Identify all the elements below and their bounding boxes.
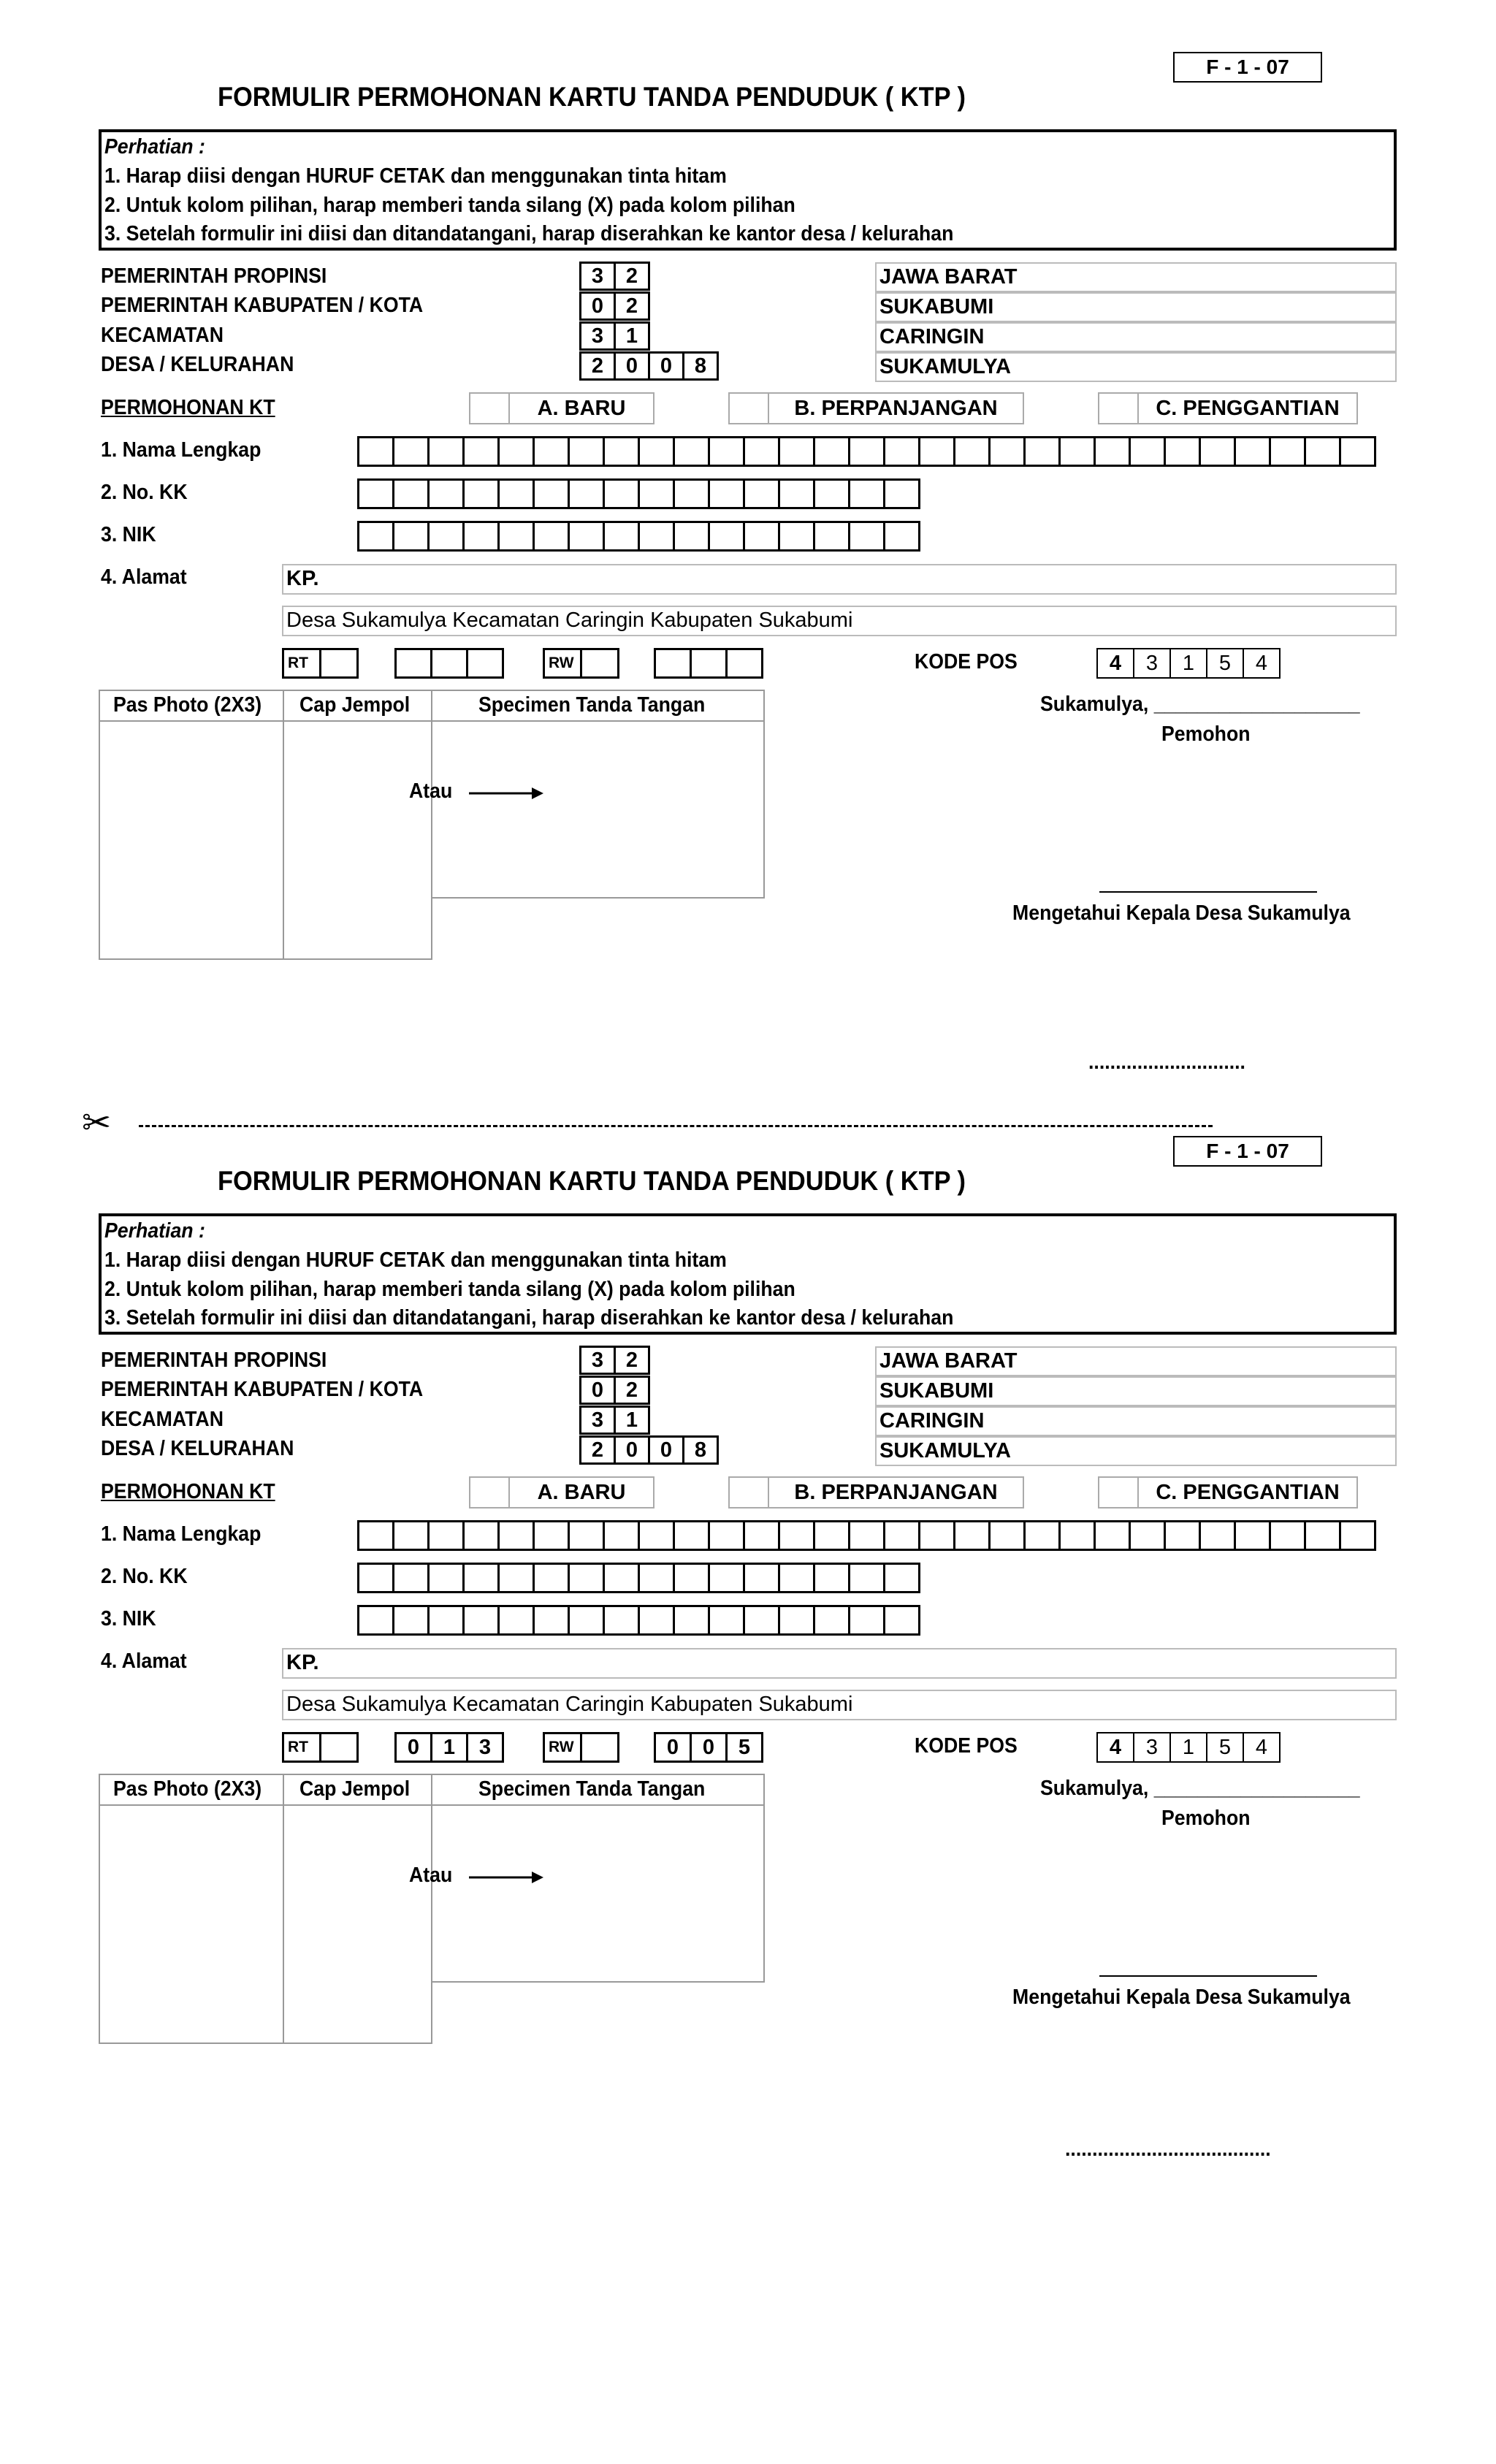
permohonan-label: PERMOHONAN KT — [101, 396, 275, 419]
char-cell[interactable] — [533, 1563, 570, 1593]
char-cell[interactable] — [778, 1563, 815, 1593]
kk-grid[interactable] — [357, 1563, 920, 1593]
value-kecamatan: CARINGIN — [875, 1406, 1397, 1436]
rt-label: RT — [282, 648, 321, 679]
field-label-nama: 1. Nama Lengkap — [101, 438, 262, 462]
char-cell[interactable] — [883, 1520, 920, 1551]
kode-pos-digit: 3 — [1133, 648, 1171, 679]
pemohon-label: Pemohon — [1161, 1807, 1251, 1830]
char-cell[interactable] — [568, 521, 605, 552]
rt-digit[interactable]: 3 — [466, 1732, 504, 1763]
permohonan-label: PERMOHONAN KT — [101, 1480, 275, 1503]
char-cell[interactable] — [953, 436, 991, 467]
option-checkbox[interactable] — [1099, 394, 1139, 423]
char-cell[interactable] — [462, 436, 500, 467]
table-border — [763, 690, 765, 899]
nama-grid[interactable] — [357, 1520, 1376, 1551]
char-cell[interactable] — [883, 1605, 920, 1636]
place-date: Sukamulya, ___________________ — [1040, 1777, 1360, 1800]
notice-line-2: 2. Untuk kolom pilihan, harap memberi tanda silang (X) pada kolom pilihan — [104, 194, 795, 217]
kode-pos-digit: 1 — [1169, 1732, 1207, 1763]
char-cell[interactable] — [497, 436, 535, 467]
scissors-icon: ✂ — [82, 1104, 112, 1143]
kode-pos-digit: 4 — [1243, 1732, 1281, 1763]
char-cell[interactable] — [603, 478, 640, 509]
char-cell[interactable] — [778, 521, 815, 552]
alamat-line-2[interactable]: Desa Sukamulya Kecamatan Caringin Kabupaten Sukabumi — [282, 1690, 1397, 1720]
code-digit: 3 — [579, 1405, 616, 1435]
char-cell[interactable] — [1339, 1520, 1376, 1551]
value-kecamatan: CARINGIN — [875, 322, 1397, 352]
code-digit: 1 — [614, 321, 650, 351]
nik-grid[interactable] — [357, 521, 920, 552]
table-border — [431, 1774, 432, 2044]
option-checkbox[interactable] — [730, 394, 769, 423]
char-cell[interactable] — [1164, 436, 1201, 467]
char-cell[interactable] — [638, 1563, 675, 1593]
char-cell[interactable] — [533, 436, 570, 467]
char-cell[interactable] — [357, 1605, 394, 1636]
option-perpanjangan[interactable] — [728, 392, 1024, 424]
rt-digit[interactable] — [466, 648, 504, 679]
rt-digit[interactable] — [394, 648, 432, 679]
char-cell[interactable] — [603, 1605, 640, 1636]
code-digit: 2 — [614, 1346, 650, 1375]
char-cell[interactable] — [392, 478, 430, 509]
char-cell[interactable] — [1304, 436, 1341, 467]
char-cell[interactable] — [1023, 1520, 1061, 1551]
option-perpanjangan[interactable] — [728, 1476, 1024, 1508]
char-cell[interactable] — [848, 1563, 885, 1593]
char-cell[interactable] — [533, 1520, 570, 1551]
char-cell[interactable] — [778, 1605, 815, 1636]
char-cell[interactable] — [848, 436, 885, 467]
rw-digit[interactable] — [725, 648, 763, 679]
kode-pos-boxes — [1096, 1732, 1281, 1763]
char-cell[interactable] — [673, 1520, 710, 1551]
head-sign-line — [1099, 891, 1317, 893]
kode-pos-digit: 4 — [1243, 648, 1281, 679]
rw-label: RW — [543, 648, 582, 679]
char-cell[interactable] — [813, 436, 850, 467]
char-cell[interactable] — [918, 436, 955, 467]
code-digit: 0 — [579, 291, 616, 321]
char-cell[interactable] — [1058, 436, 1096, 467]
kode-pos-digit: 4 — [1096, 648, 1134, 679]
alamat-line-1[interactable]: KP. — [282, 564, 1397, 595]
signature-dots: ...................................... — [1065, 2137, 1271, 2161]
char-cell[interactable] — [427, 521, 465, 552]
option-checkbox[interactable] — [1099, 1478, 1139, 1507]
rt-label-box — [282, 648, 359, 679]
char-cell[interactable] — [1164, 1520, 1201, 1551]
char-cell[interactable] — [462, 1520, 500, 1551]
option-label: C. PENGGANTIAN — [1156, 397, 1340, 420]
char-cell[interactable] — [988, 1520, 1026, 1551]
char-cell[interactable] — [568, 478, 605, 509]
char-cell[interactable] — [1234, 436, 1271, 467]
table-border — [99, 1774, 100, 2044]
char-cell[interactable] — [357, 521, 394, 552]
notice-line-3: 3. Setelah formulir ini diisi dan ditandatangani, harap diserahkan ke kantor desa / kelurahan — [104, 222, 954, 245]
option-label: A. BARU — [537, 397, 626, 420]
char-cell[interactable] — [568, 1520, 605, 1551]
char-cell[interactable] — [497, 521, 535, 552]
code-desa — [579, 1435, 719, 1465]
option-checkbox[interactable] — [470, 1478, 510, 1507]
char-cell[interactable] — [427, 1520, 465, 1551]
char-cell[interactable] — [673, 478, 710, 509]
value-kabupaten: SUKABUMI — [875, 292, 1397, 322]
form-code: F - 1 - 07 — [1173, 1136, 1322, 1167]
rw-digits[interactable] — [654, 648, 763, 679]
char-cell[interactable] — [743, 1563, 780, 1593]
kode-pos-label: KODE POS — [915, 650, 1018, 674]
option-baru[interactable] — [469, 392, 654, 424]
char-cell[interactable] — [673, 1563, 710, 1593]
photo-table — [99, 690, 765, 960]
code-digit: 3 — [579, 262, 616, 291]
table-border — [283, 690, 284, 960]
char-cell[interactable] — [708, 478, 745, 509]
char-cell[interactable] — [848, 478, 885, 509]
char-cell[interactable] — [638, 1605, 675, 1636]
char-cell[interactable] — [813, 521, 850, 552]
char-cell[interactable] — [603, 436, 640, 467]
char-cell[interactable] — [497, 1605, 535, 1636]
rw-extra-box — [580, 1732, 619, 1763]
char-cell[interactable] — [848, 1605, 885, 1636]
char-cell[interactable] — [673, 1605, 710, 1636]
arrow-right-icon — [468, 785, 548, 802]
notice-box — [99, 129, 1397, 251]
code-desa — [579, 351, 719, 381]
rw-label-box — [543, 1732, 619, 1763]
char-cell[interactable] — [1199, 436, 1236, 467]
rw-digit[interactable] — [654, 648, 692, 679]
specimen-header: Specimen Tanda Tangan — [478, 693, 706, 717]
rt-extra-box — [319, 648, 359, 679]
char-cell[interactable] — [497, 1563, 535, 1593]
char-cell[interactable] — [427, 1605, 465, 1636]
option-checkbox[interactable] — [470, 394, 510, 423]
char-cell[interactable] — [357, 1520, 394, 1551]
kk-grid[interactable] — [357, 478, 920, 509]
char-cell[interactable] — [708, 521, 745, 552]
char-cell[interactable] — [427, 1563, 465, 1593]
char-cell[interactable] — [603, 521, 640, 552]
table-border — [431, 897, 765, 899]
notice-line-3: 3. Setelah formulir ini diisi dan ditandatangani, harap diserahkan ke kantor desa / kelurahan — [104, 1306, 954, 1330]
pas-photo-header: Pas Photo (2X3) — [113, 1777, 262, 1801]
code-digit: 0 — [648, 351, 684, 381]
specimen-header: Specimen Tanda Tangan — [478, 1777, 706, 1801]
char-cell[interactable] — [638, 521, 675, 552]
code-kabupaten — [579, 291, 650, 321]
notice-box — [99, 1213, 1397, 1335]
table-border — [99, 2042, 432, 2044]
char-cell[interactable] — [708, 1520, 745, 1551]
label-kabupaten: PEMERINTAH KABUPATEN / KOTA — [101, 294, 424, 317]
char-cell[interactable] — [357, 1563, 394, 1593]
notice-line-2: 2. Untuk kolom pilihan, harap memberi tanda silang (X) pada kolom pilihan — [104, 1278, 795, 1301]
char-cell[interactable] — [848, 521, 885, 552]
char-cell[interactable] — [533, 478, 570, 509]
code-propinsi — [579, 262, 650, 291]
label-kecamatan: KECAMATAN — [101, 1408, 224, 1431]
code-digit: 3 — [579, 1346, 616, 1375]
code-digit: 8 — [682, 351, 719, 381]
char-cell[interactable] — [427, 436, 465, 467]
char-cell[interactable] — [1058, 1520, 1096, 1551]
rw-label-box — [543, 648, 619, 679]
char-cell[interactable] — [357, 478, 394, 509]
char-cell[interactable] — [673, 521, 710, 552]
char-cell[interactable] — [813, 1605, 850, 1636]
char-cell[interactable] — [953, 1520, 991, 1551]
code-digit: 2 — [614, 262, 650, 291]
rt-extra-box — [319, 1732, 359, 1763]
char-cell[interactable] — [708, 1605, 745, 1636]
char-cell[interactable] — [427, 478, 465, 509]
code-digit: 8 — [682, 1435, 719, 1465]
table-border — [99, 958, 432, 960]
kode-pos-digit: 5 — [1206, 648, 1244, 679]
char-cell[interactable] — [392, 1563, 430, 1593]
code-digit: 2 — [579, 1435, 616, 1465]
kode-pos-boxes — [1096, 648, 1281, 679]
value-propinsi: JAWA BARAT — [875, 262, 1397, 292]
pas-photo-header: Pas Photo (2X3) — [113, 693, 262, 717]
char-cell[interactable] — [392, 1605, 430, 1636]
pemohon-label: Pemohon — [1161, 722, 1251, 746]
char-cell[interactable] — [1094, 436, 1131, 467]
char-cell[interactable] — [778, 436, 815, 467]
alamat-line-2[interactable]: Desa Sukamulya Kecamatan Caringin Kabupaten Sukabumi — [282, 606, 1397, 636]
nama-grid[interactable] — [357, 436, 1376, 467]
char-cell[interactable] — [497, 1520, 535, 1551]
option-checkbox[interactable] — [730, 1478, 769, 1507]
rt-digit[interactable]: 0 — [394, 1732, 432, 1763]
notice-line-1: 1. Harap diisi dengan HURUF CETAK dan menggunakan tinta hitam — [104, 1248, 727, 1272]
char-cell[interactable] — [918, 1520, 955, 1551]
kode-pos-digit: 3 — [1133, 1732, 1171, 1763]
rt-label-box — [282, 1732, 359, 1763]
field-label-nama: 1. Nama Lengkap — [101, 1522, 262, 1546]
code-digit: 0 — [648, 1435, 684, 1465]
code-digit: 3 — [579, 321, 616, 351]
label-kecamatan: KECAMATAN — [101, 324, 224, 347]
mengetahui-label: Mengetahui Kepala Desa Sukamulya — [1012, 1986, 1351, 2009]
code-digit: 0 — [614, 351, 650, 381]
rw-digit[interactable]: 0 — [654, 1732, 692, 1763]
char-cell[interactable] — [883, 1563, 920, 1593]
atau-label: Atau — [409, 779, 453, 803]
label-desa: DESA / KELURAHAN — [101, 353, 294, 376]
char-cell[interactable] — [638, 436, 675, 467]
rw-digits[interactable] — [654, 1732, 763, 1763]
char-cell[interactable] — [497, 478, 535, 509]
head-sign-line — [1099, 1975, 1317, 1977]
rt-digits[interactable] — [394, 1732, 504, 1763]
option-penggantian[interactable] — [1098, 392, 1358, 424]
table-border — [431, 1981, 765, 1983]
char-cell[interactable] — [813, 1520, 850, 1551]
code-digit: 0 — [614, 1435, 650, 1465]
option-penggantian[interactable] — [1098, 1476, 1358, 1508]
ktp-form-1 — [0, 0, 1496, 1074]
option-baru[interactable] — [469, 1476, 654, 1508]
char-cell[interactable] — [568, 436, 605, 467]
rw-digit[interactable]: 5 — [725, 1732, 763, 1763]
cap-jempol-header: Cap Jempol — [299, 1777, 411, 1801]
table-border — [99, 690, 100, 960]
mengetahui-label: Mengetahui Kepala Desa Sukamulya — [1012, 901, 1351, 925]
signature-dots: ............................. — [1088, 1050, 1245, 1074]
rt-digits[interactable] — [394, 648, 504, 679]
label-propinsi: PEMERINTAH PROPINSI — [101, 1349, 327, 1372]
alamat-line-1[interactable]: KP. — [282, 1648, 1397, 1679]
char-cell[interactable] — [848, 1520, 885, 1551]
char-cell[interactable] — [813, 478, 850, 509]
option-label: A. BARU — [537, 1481, 626, 1504]
form-code: F - 1 - 07 — [1173, 52, 1322, 83]
char-cell[interactable] — [1304, 1520, 1341, 1551]
char-cell[interactable] — [883, 436, 920, 467]
char-cell[interactable] — [603, 1563, 640, 1593]
option-label: B. PERPANJANGAN — [794, 1481, 998, 1504]
nik-grid[interactable] — [357, 1605, 920, 1636]
char-cell[interactable] — [778, 1520, 815, 1551]
value-kabupaten: SUKABUMI — [875, 1376, 1397, 1406]
form-title: FORMULIR PERMOHONAN KARTU TANDA PENDUDUK ( KTP ) — [218, 82, 966, 112]
char-cell[interactable] — [1339, 436, 1376, 467]
value-desa: SUKAMULYA — [875, 1436, 1397, 1466]
char-cell[interactable] — [743, 436, 780, 467]
code-kabupaten — [579, 1376, 650, 1405]
char-cell[interactable] — [988, 436, 1026, 467]
char-cell[interactable] — [603, 1520, 640, 1551]
char-cell[interactable] — [533, 521, 570, 552]
char-cell[interactable] — [638, 1520, 675, 1551]
kode-pos-label: KODE POS — [915, 1734, 1018, 1758]
table-border — [763, 1774, 765, 1983]
char-cell[interactable] — [673, 436, 710, 467]
table-border — [283, 1774, 284, 2044]
kode-pos-digit: 1 — [1169, 648, 1207, 679]
char-cell[interactable] — [1234, 1520, 1271, 1551]
rt-label: RT — [282, 1732, 321, 1763]
label-propinsi: PEMERINTAH PROPINSI — [101, 264, 327, 288]
rt-digit[interactable] — [430, 648, 468, 679]
field-label-kk: 2. No. KK — [101, 1565, 188, 1588]
code-kecamatan — [579, 1405, 650, 1435]
char-cell[interactable] — [1129, 436, 1166, 467]
label-desa: DESA / KELURAHAN — [101, 1437, 294, 1460]
char-cell[interactable] — [533, 1605, 570, 1636]
value-desa: SUKAMULYA — [875, 352, 1397, 382]
char-cell[interactable] — [1269, 436, 1306, 467]
code-propinsi — [579, 1346, 650, 1375]
photo-table — [99, 1774, 765, 2044]
label-kabupaten: PEMERINTAH KABUPATEN / KOTA — [101, 1378, 424, 1401]
code-digit: 1 — [614, 1405, 650, 1435]
notice-heading: Perhatian : — [104, 135, 205, 159]
char-cell[interactable] — [708, 1563, 745, 1593]
char-cell[interactable] — [1094, 1520, 1131, 1551]
char-cell[interactable] — [357, 436, 394, 467]
place-date: Sukamulya, ___________________ — [1040, 693, 1360, 716]
char-cell[interactable] — [462, 521, 500, 552]
char-cell[interactable] — [883, 478, 920, 509]
char-cell[interactable] — [392, 521, 430, 552]
char-cell[interactable] — [743, 1520, 780, 1551]
char-cell[interactable] — [743, 521, 780, 552]
char-cell[interactable] — [1129, 1520, 1166, 1551]
char-cell[interactable] — [392, 436, 430, 467]
char-cell[interactable] — [1269, 1520, 1306, 1551]
char-cell[interactable] — [392, 1520, 430, 1551]
kode-pos-digit: 4 — [1096, 1732, 1134, 1763]
char-cell[interactable] — [708, 436, 745, 467]
value-propinsi: JAWA BARAT — [875, 1346, 1397, 1376]
notice-heading: Perhatian : — [104, 1219, 205, 1243]
char-cell[interactable] — [883, 521, 920, 552]
char-cell[interactable] — [462, 1605, 500, 1636]
char-cell[interactable] — [568, 1605, 605, 1636]
form-title: FORMULIR PERMOHONAN KARTU TANDA PENDUDUK ( KTP ) — [218, 1166, 966, 1196]
char-cell[interactable] — [462, 478, 500, 509]
code-digit: 2 — [614, 1376, 650, 1405]
option-label: B. PERPANJANGAN — [794, 397, 998, 420]
rw-label: RW — [543, 1732, 582, 1763]
option-label: C. PENGGANTIAN — [1156, 1481, 1340, 1504]
rw-extra-box — [580, 648, 619, 679]
char-cell[interactable] — [568, 1563, 605, 1593]
char-cell[interactable] — [778, 478, 815, 509]
field-label-alamat: 4. Alamat — [101, 565, 187, 589]
arrow-right-icon — [468, 1869, 548, 1886]
char-cell[interactable] — [743, 478, 780, 509]
code-digit: 2 — [614, 291, 650, 321]
char-cell[interactable] — [638, 478, 675, 509]
kode-pos-digit: 5 — [1206, 1732, 1244, 1763]
notice-line-1: 1. Harap diisi dengan HURUF CETAK dan menggunakan tinta hitam — [104, 164, 727, 188]
rw-digit[interactable]: 0 — [690, 1732, 728, 1763]
char-cell[interactable] — [1199, 1520, 1236, 1551]
ktp-form-2 — [0, 1084, 1496, 2161]
atau-label: Atau — [409, 1864, 453, 1887]
code-digit: 2 — [579, 351, 616, 381]
cap-jempol-header: Cap Jempol — [299, 693, 411, 717]
char-cell[interactable] — [1023, 436, 1061, 467]
field-label-nik: 3. NIK — [101, 523, 156, 546]
rw-digit[interactable] — [690, 648, 728, 679]
table-border — [431, 690, 432, 960]
field-label-alamat: 4. Alamat — [101, 1649, 187, 1673]
char-cell[interactable] — [462, 1563, 500, 1593]
field-label-nik: 3. NIK — [101, 1607, 156, 1630]
field-label-kk: 2. No. KK — [101, 481, 188, 504]
code-digit: 0 — [579, 1376, 616, 1405]
char-cell[interactable] — [743, 1605, 780, 1636]
rt-digit[interactable]: 1 — [430, 1732, 468, 1763]
code-kecamatan — [579, 321, 650, 351]
char-cell[interactable] — [813, 1563, 850, 1593]
